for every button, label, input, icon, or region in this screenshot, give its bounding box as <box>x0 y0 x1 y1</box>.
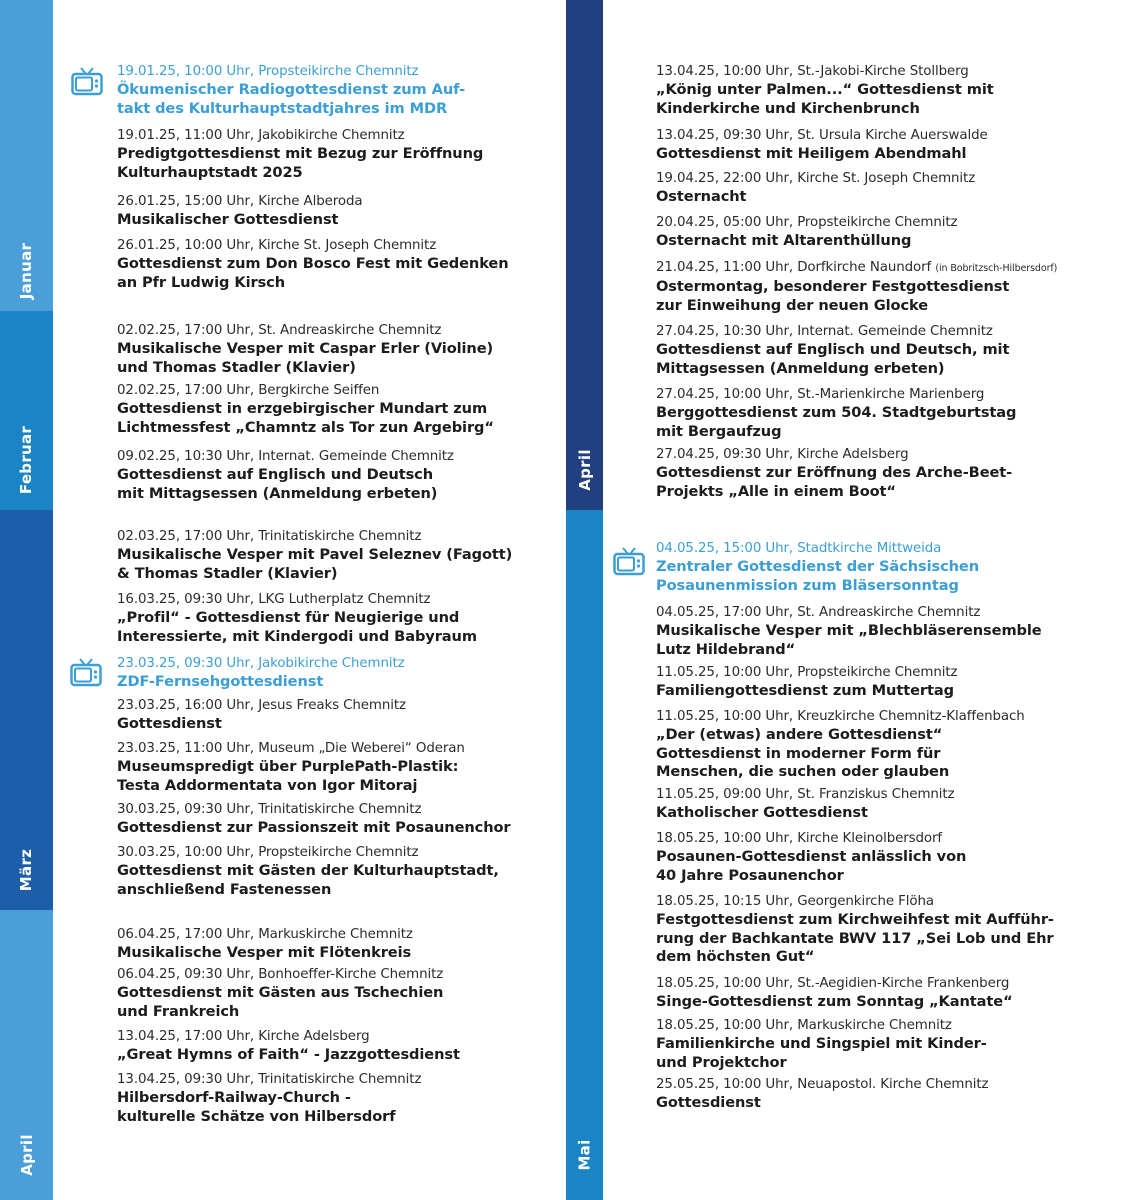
event-title: Gottesdienst mit Gästen aus Tschechien und Frankreich <box>117 984 444 1020</box>
month-band-januar <box>0 0 53 311</box>
month-band-april <box>0 910 53 1200</box>
event-meta: 13.04.25, 10:00 Uhr, St.-Jakobi-Kirche Stollberg <box>656 64 969 79</box>
event-title: Singe-Gottesdienst zum Sonntag „Kantate“ <box>656 993 1013 1010</box>
event-meta: 20.04.25, 05:00 Uhr, Propsteikirche Chemnitz <box>656 215 958 230</box>
tv-icon <box>71 66 103 96</box>
event-meta: 18.05.25, 10:00 Uhr, St.-Aegidien-Kirche Frankenberg <box>656 976 1010 991</box>
event-meta: 16.03.25, 09:30 Uhr, LKG Lutherplatz Chemnitz <box>117 592 431 607</box>
month-label: Januar <box>17 242 36 300</box>
event-title: Gottesdienst auf Englisch und Deutsch, mit Mittagsessen (Anmeldung erbeten) <box>656 341 1010 377</box>
event-entry <box>117 382 557 437</box>
event-title: Osternacht mit Altarenthüllung <box>656 232 912 249</box>
event-entry <box>117 697 557 734</box>
month-band-mai <box>566 510 603 1200</box>
event-meta: 18.05.25, 10:00 Uhr, Markuskirche Chemnitz <box>656 1018 952 1033</box>
event-title: ZDF-Fernsehgottesdienst <box>117 673 324 690</box>
event-title: Gottesdienst <box>117 715 222 732</box>
month-band-april-right <box>566 0 603 510</box>
event-entry <box>656 127 1126 164</box>
event-meta: 06.04.25, 17:00 Uhr, Markuskirche Chemnitz <box>117 927 413 942</box>
event-title: Posaunen-Gottesdienst anlässlich von 40 Jahre Posaunenchor <box>656 848 967 884</box>
event-meta: 19.01.25, 10:00 Uhr, Propsteikirche Chemnitz <box>117 64 419 79</box>
event-meta: 26.01.25, 10:00 Uhr, Kirche St. Joseph Chemnitz <box>117 238 437 253</box>
event-entry <box>117 448 557 503</box>
event-meta: 04.05.25, 17:00 Uhr, St. Andreaskirche Chemnitz <box>656 605 981 620</box>
event-entry <box>117 926 557 963</box>
event-entry <box>656 386 1126 441</box>
event-entry <box>656 893 1126 967</box>
event-entry <box>656 708 1126 782</box>
event-entry <box>656 786 1126 823</box>
event-meta: 02.02.25, 17:00 Uhr, St. Andreaskirche Chemnitz <box>117 323 442 338</box>
event-entry <box>117 127 557 182</box>
event-entry <box>656 259 1126 315</box>
event-meta: 26.01.25, 15:00 Uhr, Kirche Alberoda <box>117 194 363 209</box>
event-entry <box>117 655 557 692</box>
event-title: Familiengottesdienst zum Muttertag <box>656 682 954 699</box>
event-entry <box>656 1076 1126 1113</box>
event-title: Musikalische Vesper mit „Blechbläserensemble Lutz Hildebrand“ <box>656 622 1042 658</box>
event-entry <box>656 540 1126 595</box>
event-meta: 13.04.25, 09:30 Uhr, Trinitatiskirche Chemnitz <box>117 1072 422 1087</box>
event-title: Osternacht <box>656 188 747 205</box>
event-meta: 11.05.25, 10:00 Uhr, Kreuzkirche Chemnitz-Klaffenbach <box>656 709 1025 724</box>
event-entry <box>656 830 1126 885</box>
event-meta: 23.03.25, 16:00 Uhr, Jesus Freaks Chemnitz <box>117 698 406 713</box>
event-meta: 25.05.25, 10:00 Uhr, Neuapostol. Kirche Chemnitz <box>656 1077 989 1092</box>
event-meta: 23.03.25, 11:00 Uhr, Museum „Die Weberei“ Oderan <box>117 741 465 756</box>
event-entry <box>656 446 1126 501</box>
month-label: Mai <box>575 1139 594 1171</box>
event-title: Ökumenischer Radiogottesdienst zum Auf- takt des Kulturhauptstadtjahres im MDR <box>117 81 466 117</box>
event-entry <box>656 975 1126 1012</box>
month-label: März <box>17 848 36 892</box>
event-location-note: (in Bobritzsch-Hilbersdorf) <box>935 263 1058 274</box>
event-title: Gottesdienst zum Don Bosco Fest mit Gedenken an Pfr Ludwig Kirsch <box>117 255 509 291</box>
event-entry <box>117 844 557 899</box>
tv-icon <box>613 546 645 576</box>
event-title: Gottesdienst auf Englisch und Deutsch mit Mittagsessen (Anmeldung erbeten) <box>117 466 438 502</box>
event-title: Katholischer Gottesdienst <box>656 804 868 821</box>
event-meta: 06.04.25, 09:30 Uhr, Bonhoeffer-Kirche Chemnitz <box>117 967 444 982</box>
month-band-februar <box>0 311 53 510</box>
event-meta: 23.03.25, 09:30 Uhr, Jakobikirche Chemnitz <box>117 656 405 671</box>
month-label: Februar <box>17 425 36 495</box>
event-title: Gottesdienst <box>656 1094 761 1111</box>
right-event-list <box>656 0 1126 1200</box>
event-entry <box>117 1028 557 1065</box>
event-title: Museumspredigt über PurplePath-Plastik: Testa Addormentata von Igor Mitoraj <box>117 758 459 794</box>
event-meta: 02.03.25, 17:00 Uhr, Trinitatiskirche Chemnitz <box>117 529 422 544</box>
event-entry <box>117 322 557 377</box>
event-title: Festgottesdienst zum Kirchweihfest mit Aufführ- rung der Bachkantate BWV 117 „Sei Lob und Ehr dem höchsten Gut“ <box>656 911 1054 965</box>
event-title: Musikalische Vesper mit Pavel Seleznev (Fagott) & Thomas Stadler (Klavier) <box>117 546 513 582</box>
event-title: „Profil“ - Gottesdienst für Neugierige und Interessierte, mit Kindergodi und Babyraum <box>117 609 477 645</box>
event-title: Ostermontag, besonderer Festgottesdienst zur Einweihung der neuen Glocke <box>656 278 1010 314</box>
event-meta: 09.02.25, 10:30 Uhr, Internat. Gemeinde Chemnitz <box>117 449 454 464</box>
event-meta-text: 21.04.25, 11:00 Uhr, Dorfkirche Naundorf <box>656 260 932 275</box>
event-meta: 27.04.25, 10:00 Uhr, St.-Marienkirche Marienberg <box>656 387 985 402</box>
event-meta: 30.03.25, 10:00 Uhr, Propsteikirche Chemnitz <box>117 845 419 860</box>
event-title: Gottesdienst zur Eröffnung des Arche-Beet- Projekts „Alle in einem Boot“ <box>656 464 1013 500</box>
event-entry <box>656 323 1126 378</box>
event-meta: 13.04.25, 17:00 Uhr, Kirche Adelsberg <box>117 1029 370 1044</box>
event-title: Musikalischer Gottesdienst <box>117 211 339 228</box>
event-entry <box>656 604 1126 659</box>
event-title: Musikalische Vesper mit Caspar Erler (Violine) und Thomas Stadler (Klavier) <box>117 340 494 376</box>
event-title: Musikalische Vesper mit Flötenkreis <box>117 944 412 961</box>
event-title: Gottesdienst zur Passionszeit mit Posaunenchor <box>117 819 511 836</box>
event-entry <box>656 63 1126 118</box>
event-title: Hilbersdorf-Railway-Church - kulturelle Schätze von Hilbersdorf <box>117 1089 396 1125</box>
event-title: Familienkirche und Singspiel mit Kinder- und Projektchor <box>656 1035 987 1071</box>
event-title: Gottesdienst in erzgebirgischer Mundart zum Lichtmessfest „Chamntz als Tor zun Argebirg“ <box>117 400 494 436</box>
event-title: Berggottesdienst zum 504. Stadtgeburtstag mit Bergaufzug <box>656 404 1017 440</box>
event-meta: 11.05.25, 09:00 Uhr, St. Franziskus Chemnitz <box>656 787 955 802</box>
month-band-maerz <box>0 510 53 910</box>
event-meta: 30.03.25, 09:30 Uhr, Trinitatiskirche Chemnitz <box>117 802 422 817</box>
event-entry <box>117 193 557 230</box>
event-meta: 11.05.25, 10:00 Uhr, Propsteikirche Chemnitz <box>656 665 958 680</box>
event-entry <box>117 740 557 795</box>
event-entry <box>117 237 557 292</box>
event-meta: 02.02.25, 17:00 Uhr, Bergkirche Seiffen <box>117 383 380 398</box>
event-entry <box>117 528 557 583</box>
left-event-list <box>117 0 562 1200</box>
event-title: Predigtgottesdienst mit Bezug zur Eröffnung Kulturhauptstadt 2025 <box>117 145 484 181</box>
event-title: Gottesdienst mit Heiligem Abendmahl <box>656 145 967 162</box>
event-entry <box>656 214 1126 251</box>
event-meta: 27.04.25, 10:30 Uhr, Internat. Gemeinde Chemnitz <box>656 324 993 339</box>
event-title: „Der (etwas) andere Gottesdienst“ Gottesdienst in moderner Form für Menschen, die suchen oder glauben <box>656 726 950 780</box>
event-entry <box>117 966 557 1021</box>
month-label: April <box>17 1134 36 1176</box>
event-meta: 13.04.25, 09:30 Uhr, St. Ursula Kirche Auerswalde <box>656 128 988 143</box>
event-title: Gottesdienst mit Gästen der Kulturhauptstadt, anschließend Fastenessen <box>117 862 499 898</box>
event-title: „König unter Palmen...“ Gottesdienst mit Kinderkirche und Kirchenbrunch <box>656 81 994 117</box>
event-entry <box>117 1071 557 1126</box>
event-title: Zentraler Gottesdienst der Sächsischen Posaunenmission zum Bläsersonntag <box>656 558 980 594</box>
event-meta <box>656 259 1126 278</box>
event-entry <box>656 1017 1126 1072</box>
event-meta: 19.04.25, 22:00 Uhr, Kirche St. Joseph Chemnitz <box>656 171 976 186</box>
event-entry <box>656 664 1126 701</box>
event-entry <box>117 801 557 838</box>
event-entry <box>117 591 557 646</box>
event-entry <box>656 170 1126 207</box>
event-meta: 18.05.25, 10:00 Uhr, Kirche Kleinolbersdorf <box>656 831 943 846</box>
event-meta: 27.04.25, 09:30 Uhr, Kirche Adelsberg <box>656 447 909 462</box>
event-meta: 04.05.25, 15:00 Uhr, Stadtkirche Mittweida <box>656 541 942 556</box>
event-meta: 18.05.25, 10:15 Uhr, Georgenkirche Flöha <box>656 894 934 909</box>
event-title: „Great Hymns of Faith“ - Jazzgottesdienst <box>117 1046 460 1063</box>
event-meta: 19.01.25, 11:00 Uhr, Jakobikirche Chemnitz <box>117 128 405 143</box>
month-label: April <box>575 449 594 491</box>
event-entry <box>117 63 557 118</box>
tv-icon <box>70 657 102 687</box>
